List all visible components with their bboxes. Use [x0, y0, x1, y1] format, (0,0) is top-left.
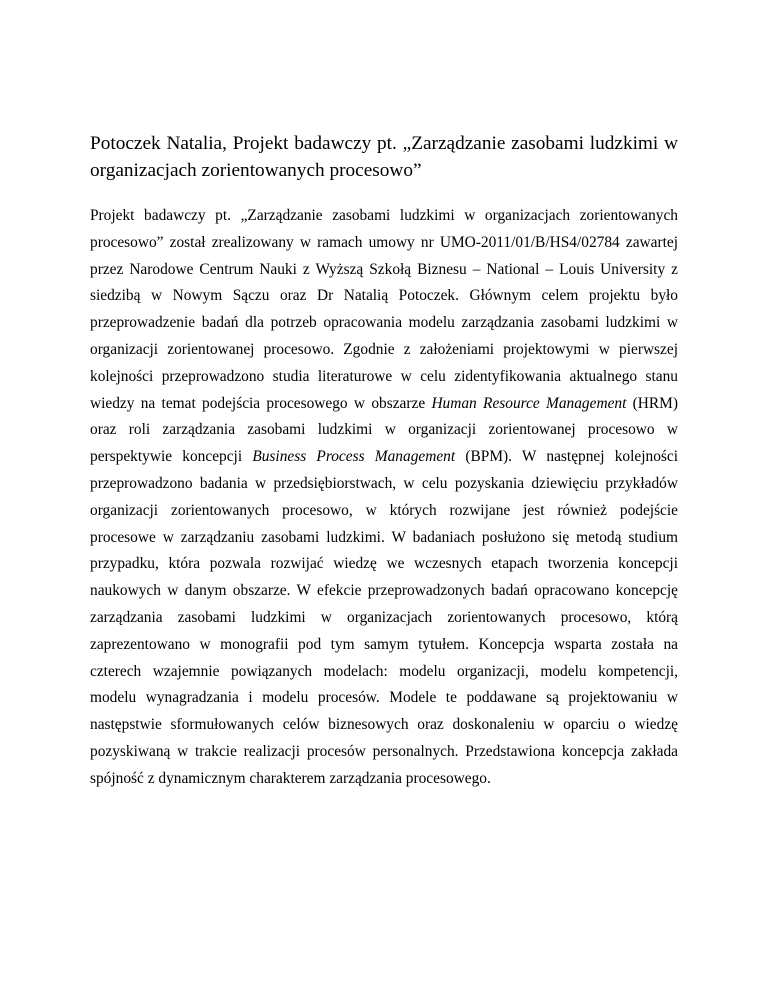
title-line: Potoczek Natalia, Projekt badawczy pt. „Zarządzanie zasobami ludzkimi w: [90, 133, 678, 154]
body-line: przeprowadzenie badań dla potrzeb opracowania modelu zarządzania zasobami ludzkimi w: [90, 314, 678, 332]
body-line: Projekt badawczy pt. „Zarządzanie zasobami ludzkimi w organizacjach zorientowanych: [90, 207, 678, 224]
body-line: następstwie sformułowanych celów biznesowych oraz doskonaleniu w oparciu o wiedzę: [90, 716, 678, 734]
body-line: perspektywie koncepcji Business Process Management (BPM). W następnej kolejności: [90, 448, 678, 466]
document-title: [90, 128, 678, 182]
body-line: pozyskiwaną w trakcie realizacji procesów personalnych. Przedstawiona koncepcja zakłada: [90, 742, 678, 760]
title-line: organizacjach zorientowanych procesowo”: [90, 159, 422, 181]
body-line: procesowo” został zrealizowany w ramach umowy nr UMO-2011/01/B/HS4/02784 zawartej: [90, 233, 678, 251]
body-line: oraz roli zarządzania zasobami ludzkimi w organizacji zorientowanej procesowo w: [90, 421, 678, 439]
body-line: zaprezentowano w monografii pod tym samym tytułem. Koncepcja wsparta została na: [90, 635, 678, 653]
body-line: naukowych w danym obszarze. W efekcie przeprowadzonych badań opracowano koncepcję: [90, 582, 678, 600]
bpm-term: Business Process Management: [252, 448, 456, 466]
body-line: modelu wynagradzania i modelu procesów. Modele te poddawane są projektowaniu w: [90, 689, 678, 707]
body-line: przeprowadzono badania w przedsiębiorstwach, w celu pozyskania dziewięciu przykładów: [90, 474, 678, 492]
body-line: przypadku, która pozwala rozwijać wiedzę we wczesnych etapach tworzenia koncepcji: [90, 555, 678, 573]
body-line: zarządzania zasobami ludzkimi w organizacjach zorientowanych procesowo, którą: [90, 608, 678, 626]
document-body: [90, 203, 678, 793]
body-line: przez Narodowe Centrum Nauki z Wyższą Szkołą Biznesu – National – Louis University z: [90, 260, 678, 278]
body-line: procesowe w zarządzaniu zasobami ludzkimi. W badaniach posłużono się metodą studium: [90, 528, 678, 546]
body-line: kolejności przeprowadzono studia literaturowe w celu zidentyfikowania aktualnego stanu: [90, 367, 678, 385]
body-line: organizacji zorientowanych procesowo, w których rozwijane jest również podejście: [90, 501, 678, 519]
body-line: siedzibą w Nowym Sączu oraz Dr Natalią Potoczek. Głównym celem projektu było: [90, 287, 678, 305]
body-line: organizacji zorientowanej procesowo. Zgodnie z założeniami projektowymi w pierwszej: [90, 340, 678, 358]
body-line: czterech wzajemnie powiązanych modelach: modelu organizacji, modelu kompetencji,: [90, 662, 678, 680]
hrm-term: Human Resource Management: [431, 394, 627, 412]
body-line: spójność z dynamicznym charakterem zarządzania procesowego.: [90, 769, 491, 787]
body-line: wiedzy na temat podejścia procesowego w obszarze Human Resource Management (HRM): [90, 394, 678, 412]
